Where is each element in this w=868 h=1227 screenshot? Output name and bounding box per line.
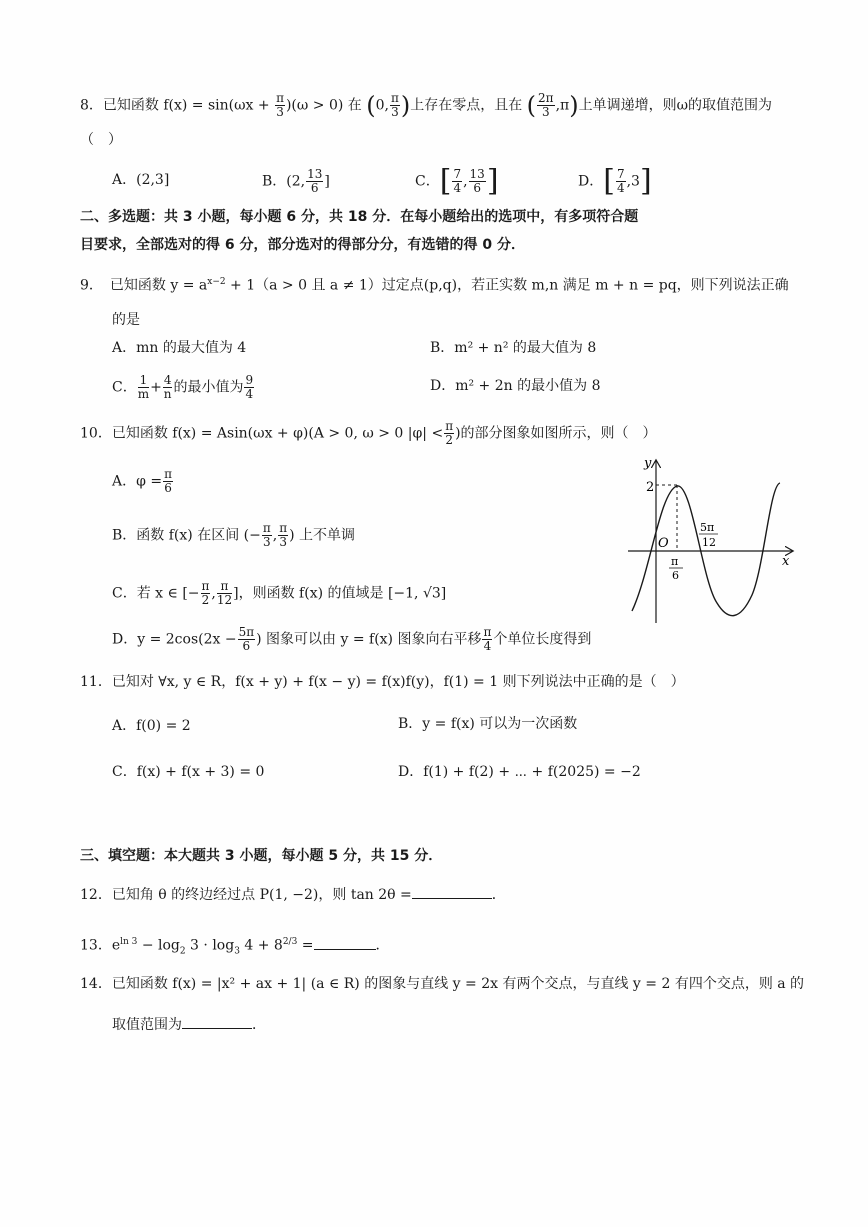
fraction: $\frac{\pi}{2}$ <box>445 419 454 447</box>
q8-interval-pi: ,π <box>555 97 570 114</box>
bracket: [ <box>439 163 452 199</box>
sine-graph <box>622 455 802 625</box>
paren: ) <box>400 91 411 120</box>
fraction: $\frac{7}{4}$ <box>616 167 625 195</box>
fraction: $\frac{7}{4}$ <box>453 167 462 195</box>
q8-answer-paren: （ ） <box>80 132 122 148</box>
q8-text-4: 上单调递增，则ω的取值范围为 <box>578 97 773 114</box>
section-3-heading: 三、填空题：本大题共 3 小题，每小题 5 分，共 15 分． <box>80 848 443 864</box>
x-axis-label: x <box>782 554 790 569</box>
fraction: $\frac{13}{6}$ <box>469 167 485 195</box>
answer-blank[interactable] <box>412 884 492 899</box>
y-axis-label: y <box>644 456 652 471</box>
origin-label: O <box>658 536 669 551</box>
q8-text-2: )(ω > 0) 在 <box>285 97 362 114</box>
max-value-label: 2 <box>646 480 655 495</box>
tick-pi-6-num: π <box>671 555 679 568</box>
q11-option-d: D．f(1) + f(2) + ⋯ + f(2025) = −2 <box>398 764 641 780</box>
q8-option-d: D．[ $\frac{7}{4}$ ,3] <box>578 163 652 199</box>
bracket: ] <box>486 163 499 199</box>
tick-pi-6-den: 6 <box>672 569 679 582</box>
sine-curve <box>632 483 780 616</box>
fraction: $\frac{2\pi}{3}$ <box>538 91 554 119</box>
q10-stem: 10．已知函数 f(x) = Asin(ωx + φ)(A > 0, ω > 0 |φ| < $\frac{\pi}{2}$ )的部分图象如图所示，则（ ） <box>80 419 657 447</box>
paren: ( <box>366 91 376 120</box>
q14-stem: 14．已知函数 f(x) = |x² + ax + 1| (a ∈ R) 的图象与直线 y = 2x 有两个交点，与直线 y = 2 有四个交点，则 a 的 <box>80 976 805 992</box>
section-2-heading-2: 目要求，全部选对的得 6 分，部分选对的得部分分，有选错的得 0 分． <box>80 237 525 253</box>
q9-option-a: A．mn 的最大值为 4 <box>112 340 247 356</box>
tick-5pi-12-num: 5π <box>700 521 715 534</box>
q8-text-3: 上存在零点，且在 <box>410 97 523 114</box>
q14-stem-2: 取值范围为 ． <box>112 1014 266 1035</box>
fraction: $\frac{4}{n}$ <box>163 373 172 401</box>
q11-option-b: B．y = f(x) 可以为一次函数 <box>398 716 578 732</box>
answer-blank[interactable] <box>182 1014 252 1029</box>
q9-stem-2: 的是 <box>112 312 140 328</box>
q8-text-1: 8．已知函数 f(x) = sin(ωx + <box>80 97 275 114</box>
fraction: $\frac{\pi}{4}$ <box>483 625 492 653</box>
fraction: $\frac{\pi}{3}$ <box>276 91 284 119</box>
q9-stem: 9． 已知函数 $y = a^{x-2} + 1(a > 0$ 且 a ≠ 1）过定点(p,q)，若正实数 m,n 满足 m + n = pq，则下列说法正确 <box>80 277 789 294</box>
fraction: $\frac{\pi}{2}$ <box>201 579 210 607</box>
q11-option-a: A．f(0) = 2 <box>112 718 191 734</box>
fraction: $\frac{5\pi}{6}$ <box>238 625 255 653</box>
paren: ( <box>526 91 537 120</box>
fraction: $\frac{\pi}{12}$ <box>216 579 233 607</box>
q10-option-a: A．φ = $\frac{\pi}{6}$ <box>112 467 172 495</box>
q9-option-b: B．m² + n² 的最大值为 8 <box>430 340 597 356</box>
fraction: $\frac{9}{4}$ <box>245 373 254 401</box>
q11-option-c: C．f(x) + f(x + 3) = 0 <box>112 764 265 780</box>
q8-option-c: C．[ $\frac{7}{4}$ , $\frac{13}{6}$ ] <box>415 163 499 199</box>
answer-blank[interactable] <box>314 935 376 950</box>
tick-5pi-12-den: 12 <box>702 536 716 549</box>
q13-stem: 13．$e^{ln 3} - \log_2 3 \cdot \log_3 4 + 8^{2/3}$ = ． <box>80 932 390 961</box>
fraction: $\frac{13}{6}$ <box>307 167 323 195</box>
paren: ) <box>569 91 579 120</box>
fraction: $\frac{\pi}{6}$ <box>164 467 172 495</box>
q9-option-c: C． $\frac{1}{m}$ + $\frac{4}{n}$ 的最小值为 $\frac{9}{4}$ <box>112 373 254 401</box>
q10-option-d: D．y = 2cos(2x − $\frac{5\pi}{6}$ ) 图象可以由 y = f(x) 图象向右平移 $\frac{\pi}{4}$ 个单位长度得到 <box>112 625 592 653</box>
section-2-heading-1: 二、多选题：共 3 小题，每小题 6 分，共 18 分．在每小题给出的选项中，有多项符合题 <box>80 209 639 225</box>
bracket: ] <box>639 163 652 199</box>
fraction: $\frac{\pi}{3}$ <box>262 521 271 549</box>
q8-option-b: B．(2, $\frac{13}{6}$ ] <box>262 167 330 195</box>
q12-stem: 12．已知角 θ 的终边经过点 P(1, −2)，则 tan 2θ = ． <box>80 884 506 905</box>
q10-option-b: B．函数 f(x) 在区间 (− $\frac{\pi}{3}$ , $\frac{\pi}{3}$ ) 上不单调 <box>112 521 355 549</box>
fraction: $\frac{1}{m}$ <box>137 373 150 401</box>
q9-option-d: D．m² + 2n 的最小值为 8 <box>430 378 601 394</box>
q8-stem <box>80 92 772 119</box>
q8-option-a: A．(2,3] <box>112 172 170 188</box>
fraction: $\frac{\pi}{3}$ <box>390 91 399 119</box>
bracket: [ <box>603 163 615 199</box>
q11-stem: 11．已知对 ∀x, y ∈ R，f(x + y) + f(x − y) = f(x)f(y)，f(1) = 1 则下列说法中正确的是（ ） <box>80 674 685 690</box>
fraction: $\frac{\pi}{3}$ <box>279 521 288 549</box>
q8-interval-zero: 0, <box>375 97 389 114</box>
q10-option-c: C．若 x ∈ [− $\frac{\pi}{2}$ , $\frac{\pi}{12}$ ]，则函数 f(x) 的值域是 [−1, √3] <box>112 579 447 607</box>
